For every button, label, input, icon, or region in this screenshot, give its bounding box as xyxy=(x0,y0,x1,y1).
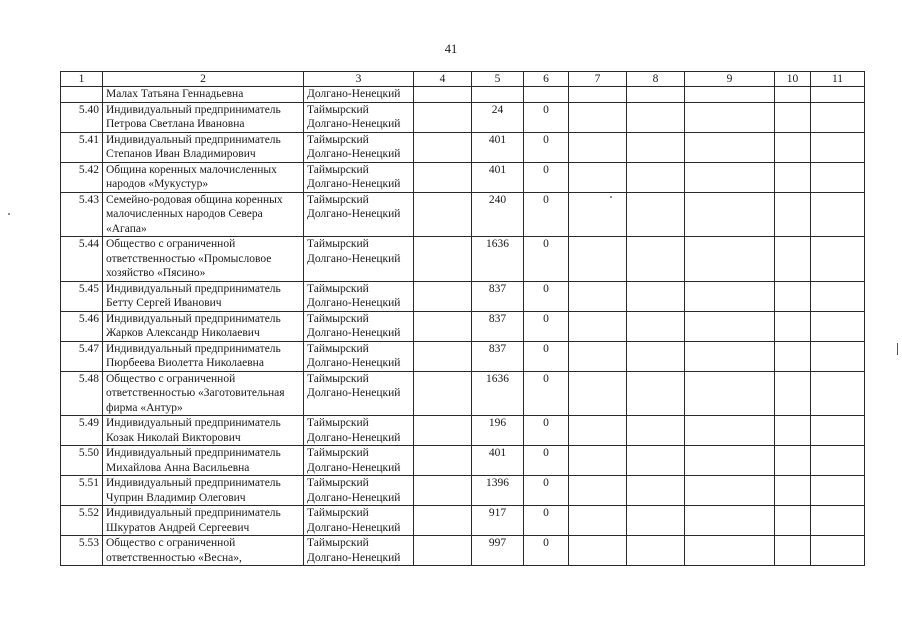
organization-name: Индивидуальный предприниматель Жарков Александр Николаевич xyxy=(103,311,304,341)
cell-10 xyxy=(775,192,811,237)
row-number: 5.53 xyxy=(61,536,103,566)
column-header: 9 xyxy=(685,72,775,87)
cell-9 xyxy=(685,132,775,162)
cell-5: 24 xyxy=(472,102,524,132)
cell-8 xyxy=(627,476,685,506)
cell-11 xyxy=(811,162,865,192)
organization-name: Семейно-родовая община коренных малочисленных народов Севера «Агапа» xyxy=(103,192,304,237)
row-number: 5.44 xyxy=(61,237,103,282)
region: Таймырский Долгано-Ненецкий xyxy=(304,162,414,192)
cell-5: 401 xyxy=(472,162,524,192)
cell-6: 0 xyxy=(524,132,569,162)
cell-9 xyxy=(685,281,775,311)
cell-7 xyxy=(569,536,627,566)
cell-11 xyxy=(811,87,865,103)
cell-7 xyxy=(569,237,627,282)
page-number: 41 xyxy=(444,42,458,56)
cell-10 xyxy=(775,237,811,282)
column-header: 7 xyxy=(569,72,627,87)
table-row xyxy=(61,237,865,282)
row-number: 5.45 xyxy=(61,281,103,311)
row-number: 5.48 xyxy=(61,371,103,416)
cell-10 xyxy=(775,311,811,341)
region: Таймырский Долгано-Ненецкий xyxy=(304,281,414,311)
cell-11 xyxy=(811,371,865,416)
cell-8 xyxy=(627,237,685,282)
organization-name: Индивидуальный предприниматель Степанов Иван Владимирович xyxy=(103,132,304,162)
region: Таймырский Долгано-Ненецкий xyxy=(304,311,414,341)
cell-8 xyxy=(627,132,685,162)
row-number: 5.40 xyxy=(61,102,103,132)
column-header: 1 xyxy=(61,72,103,87)
column-header: 8 xyxy=(627,72,685,87)
header-row xyxy=(61,72,865,87)
cell-5: 917 xyxy=(472,506,524,536)
cell-8 xyxy=(627,311,685,341)
cell-5: 1396 xyxy=(472,476,524,506)
organization-name: Индивидуальный предприниматель Бетту Сергей Иванович xyxy=(103,281,304,311)
cell-11 xyxy=(811,102,865,132)
cell-9 xyxy=(685,476,775,506)
cell-4 xyxy=(414,446,472,476)
cell-7 xyxy=(569,371,627,416)
cell-8 xyxy=(627,536,685,566)
column-header: 11 xyxy=(811,72,865,87)
cell-7 xyxy=(569,102,627,132)
column-header: 2 xyxy=(103,72,304,87)
cell-6: 0 xyxy=(524,416,569,446)
cell-10 xyxy=(775,132,811,162)
row-number: 5.52 xyxy=(61,506,103,536)
cell-5: 837 xyxy=(472,311,524,341)
row-number: 5.46 xyxy=(61,311,103,341)
cell-11 xyxy=(811,536,865,566)
cell-10 xyxy=(775,341,811,371)
cell-11 xyxy=(811,192,865,237)
cell-6: 0 xyxy=(524,446,569,476)
cell-7 xyxy=(569,311,627,341)
cell-8 xyxy=(627,341,685,371)
cell-8 xyxy=(627,162,685,192)
cell-10 xyxy=(775,536,811,566)
organization-name: Индивидуальный предприниматель Чуприн Владимир Олегович xyxy=(103,476,304,506)
cell-11 xyxy=(811,237,865,282)
cell-9 xyxy=(685,192,775,237)
cell-10 xyxy=(775,446,811,476)
cell-6: 0 xyxy=(524,311,569,341)
cell-11 xyxy=(811,132,865,162)
cell-5: 997 xyxy=(472,536,524,566)
cell-5: 1636 xyxy=(472,371,524,416)
cell-4 xyxy=(414,237,472,282)
cell-5: 240 xyxy=(472,192,524,237)
region: Долгано-Ненецкий xyxy=(304,87,414,103)
cell-5: 401 xyxy=(472,446,524,476)
cell-11 xyxy=(811,311,865,341)
cell-5: 837 xyxy=(472,341,524,371)
cell-6: 0 xyxy=(524,536,569,566)
cell-8 xyxy=(627,281,685,311)
table-row xyxy=(61,162,865,192)
cell-4 xyxy=(414,416,472,446)
cell-9 xyxy=(685,536,775,566)
cell-6: 0 xyxy=(524,341,569,371)
organization-name: Индивидуальный предприниматель Козак Николай Викторович xyxy=(103,416,304,446)
table-row xyxy=(61,341,865,371)
table-row xyxy=(61,192,865,237)
cell-6 xyxy=(524,87,569,103)
cell-8 xyxy=(627,416,685,446)
region: Таймырский Долгано-Ненецкий xyxy=(304,132,414,162)
scan-edge-mark xyxy=(897,343,898,355)
cell-7 xyxy=(569,87,627,103)
cell-5: 196 xyxy=(472,416,524,446)
cell-7 xyxy=(569,281,627,311)
cell-9 xyxy=(685,87,775,103)
cell-10 xyxy=(775,87,811,103)
table-row xyxy=(61,446,865,476)
organization-name: Индивидуальный предприниматель Шкуратов Андрей Сергеевич xyxy=(103,506,304,536)
row-number: 5.41 xyxy=(61,132,103,162)
table-row xyxy=(61,87,865,103)
cell-4 xyxy=(414,341,472,371)
cell-5: 401 xyxy=(472,132,524,162)
cell-11 xyxy=(811,341,865,371)
cell-4 xyxy=(414,536,472,566)
row-number xyxy=(61,87,103,103)
table-body xyxy=(61,87,865,566)
column-header: 3 xyxy=(304,72,414,87)
cell-9 xyxy=(685,446,775,476)
table-row xyxy=(61,102,865,132)
cell-7 xyxy=(569,506,627,536)
cell-8 xyxy=(627,192,685,237)
column-header: 4 xyxy=(414,72,472,87)
cell-4 xyxy=(414,371,472,416)
cell-5: 1636 xyxy=(472,237,524,282)
organization-name: Малах Татьяна Геннадьевна xyxy=(103,87,304,103)
cell-9 xyxy=(685,506,775,536)
cell-7 xyxy=(569,132,627,162)
cell-8 xyxy=(627,102,685,132)
cell-7 xyxy=(569,446,627,476)
cell-9 xyxy=(685,311,775,341)
cell-6: 0 xyxy=(524,192,569,237)
region: Таймырский Долгано-Ненецкий xyxy=(304,371,414,416)
table-row xyxy=(61,416,865,446)
cell-10 xyxy=(775,476,811,506)
cell-8 xyxy=(627,371,685,416)
cell-4 xyxy=(414,506,472,536)
cell-4 xyxy=(414,192,472,237)
cell-9 xyxy=(685,237,775,282)
row-number: 5.43 xyxy=(61,192,103,237)
region: Таймырский Долгано-Ненецкий xyxy=(304,102,414,132)
cell-6: 0 xyxy=(524,506,569,536)
cell-4 xyxy=(414,476,472,506)
table-row xyxy=(61,311,865,341)
cell-10 xyxy=(775,162,811,192)
cell-6: 0 xyxy=(524,371,569,416)
scan-speck xyxy=(8,213,10,215)
region: Таймырский Долгано-Ненецкий xyxy=(304,536,414,566)
cell-5 xyxy=(472,87,524,103)
organization-name: Общество с ограниченной ответственностью «Весна», xyxy=(103,536,304,566)
cell-7 xyxy=(569,341,627,371)
cell-5: 837 xyxy=(472,281,524,311)
region: Таймырский Долгано-Ненецкий xyxy=(304,237,414,282)
register-table xyxy=(60,71,865,566)
cell-10 xyxy=(775,371,811,416)
organization-name: Индивидуальный предприниматель Михайлова Анна Васильевна xyxy=(103,446,304,476)
organization-name: Общество с ограниченной ответственностью «Промысловое хозяйство «Пясино» xyxy=(103,237,304,282)
cell-6: 0 xyxy=(524,237,569,282)
cell-11 xyxy=(811,416,865,446)
cell-9 xyxy=(685,102,775,132)
cell-6: 0 xyxy=(524,281,569,311)
cell-10 xyxy=(775,506,811,536)
region: Таймырский Долгано-Ненецкий xyxy=(304,416,414,446)
cell-8 xyxy=(627,87,685,103)
cell-9 xyxy=(685,341,775,371)
cell-10 xyxy=(775,416,811,446)
cell-4 xyxy=(414,162,472,192)
row-number: 5.47 xyxy=(61,341,103,371)
cell-10 xyxy=(775,102,811,132)
cell-6: 0 xyxy=(524,162,569,192)
cell-4 xyxy=(414,87,472,103)
cell-8 xyxy=(627,506,685,536)
cell-11 xyxy=(811,281,865,311)
row-number: 5.49 xyxy=(61,416,103,446)
cell-4 xyxy=(414,102,472,132)
organization-name: Индивидуальный предприниматель Петрова Светлана Ивановна xyxy=(103,102,304,132)
table-row xyxy=(61,371,865,416)
region: Таймырский Долгано-Ненецкий xyxy=(304,476,414,506)
row-number: 5.42 xyxy=(61,162,103,192)
cell-10 xyxy=(775,281,811,311)
column-header: 10 xyxy=(775,72,811,87)
organization-name: Индивидуальный предприниматель Пюрбеева Виолетта Николаевна xyxy=(103,341,304,371)
organization-name: Община коренных малочисленных народов «Мукустур» xyxy=(103,162,304,192)
cell-6: 0 xyxy=(524,476,569,506)
cell-7 xyxy=(569,416,627,446)
cell-8 xyxy=(627,446,685,476)
cell-11 xyxy=(811,476,865,506)
column-header: 5 xyxy=(472,72,524,87)
cell-7 xyxy=(569,162,627,192)
region: Таймырский Долгано-Ненецкий xyxy=(304,446,414,476)
cell-4 xyxy=(414,132,472,162)
cell-4 xyxy=(414,281,472,311)
cell-4 xyxy=(414,311,472,341)
table-row xyxy=(61,281,865,311)
row-number: 5.51 xyxy=(61,476,103,506)
table-row xyxy=(61,476,865,506)
table-row xyxy=(61,536,865,566)
region: Таймырский Долгано-Ненецкий xyxy=(304,192,414,237)
row-number: 5.50 xyxy=(61,446,103,476)
scan-speck xyxy=(610,196,612,198)
table-row xyxy=(61,132,865,162)
cell-7 xyxy=(569,476,627,506)
column-header: 6 xyxy=(524,72,569,87)
organization-name: Общество с ограниченной ответственностью «Заготовительная фирма «Антур» xyxy=(103,371,304,416)
cell-11 xyxy=(811,506,865,536)
region: Таймырский Долгано-Ненецкий xyxy=(304,341,414,371)
cell-6: 0 xyxy=(524,102,569,132)
region: Таймырский Долгано-Ненецкий xyxy=(304,506,414,536)
table-row xyxy=(61,506,865,536)
cell-7 xyxy=(569,192,627,237)
cell-11 xyxy=(811,446,865,476)
cell-9 xyxy=(685,162,775,192)
cell-9 xyxy=(685,371,775,416)
cell-9 xyxy=(685,416,775,446)
